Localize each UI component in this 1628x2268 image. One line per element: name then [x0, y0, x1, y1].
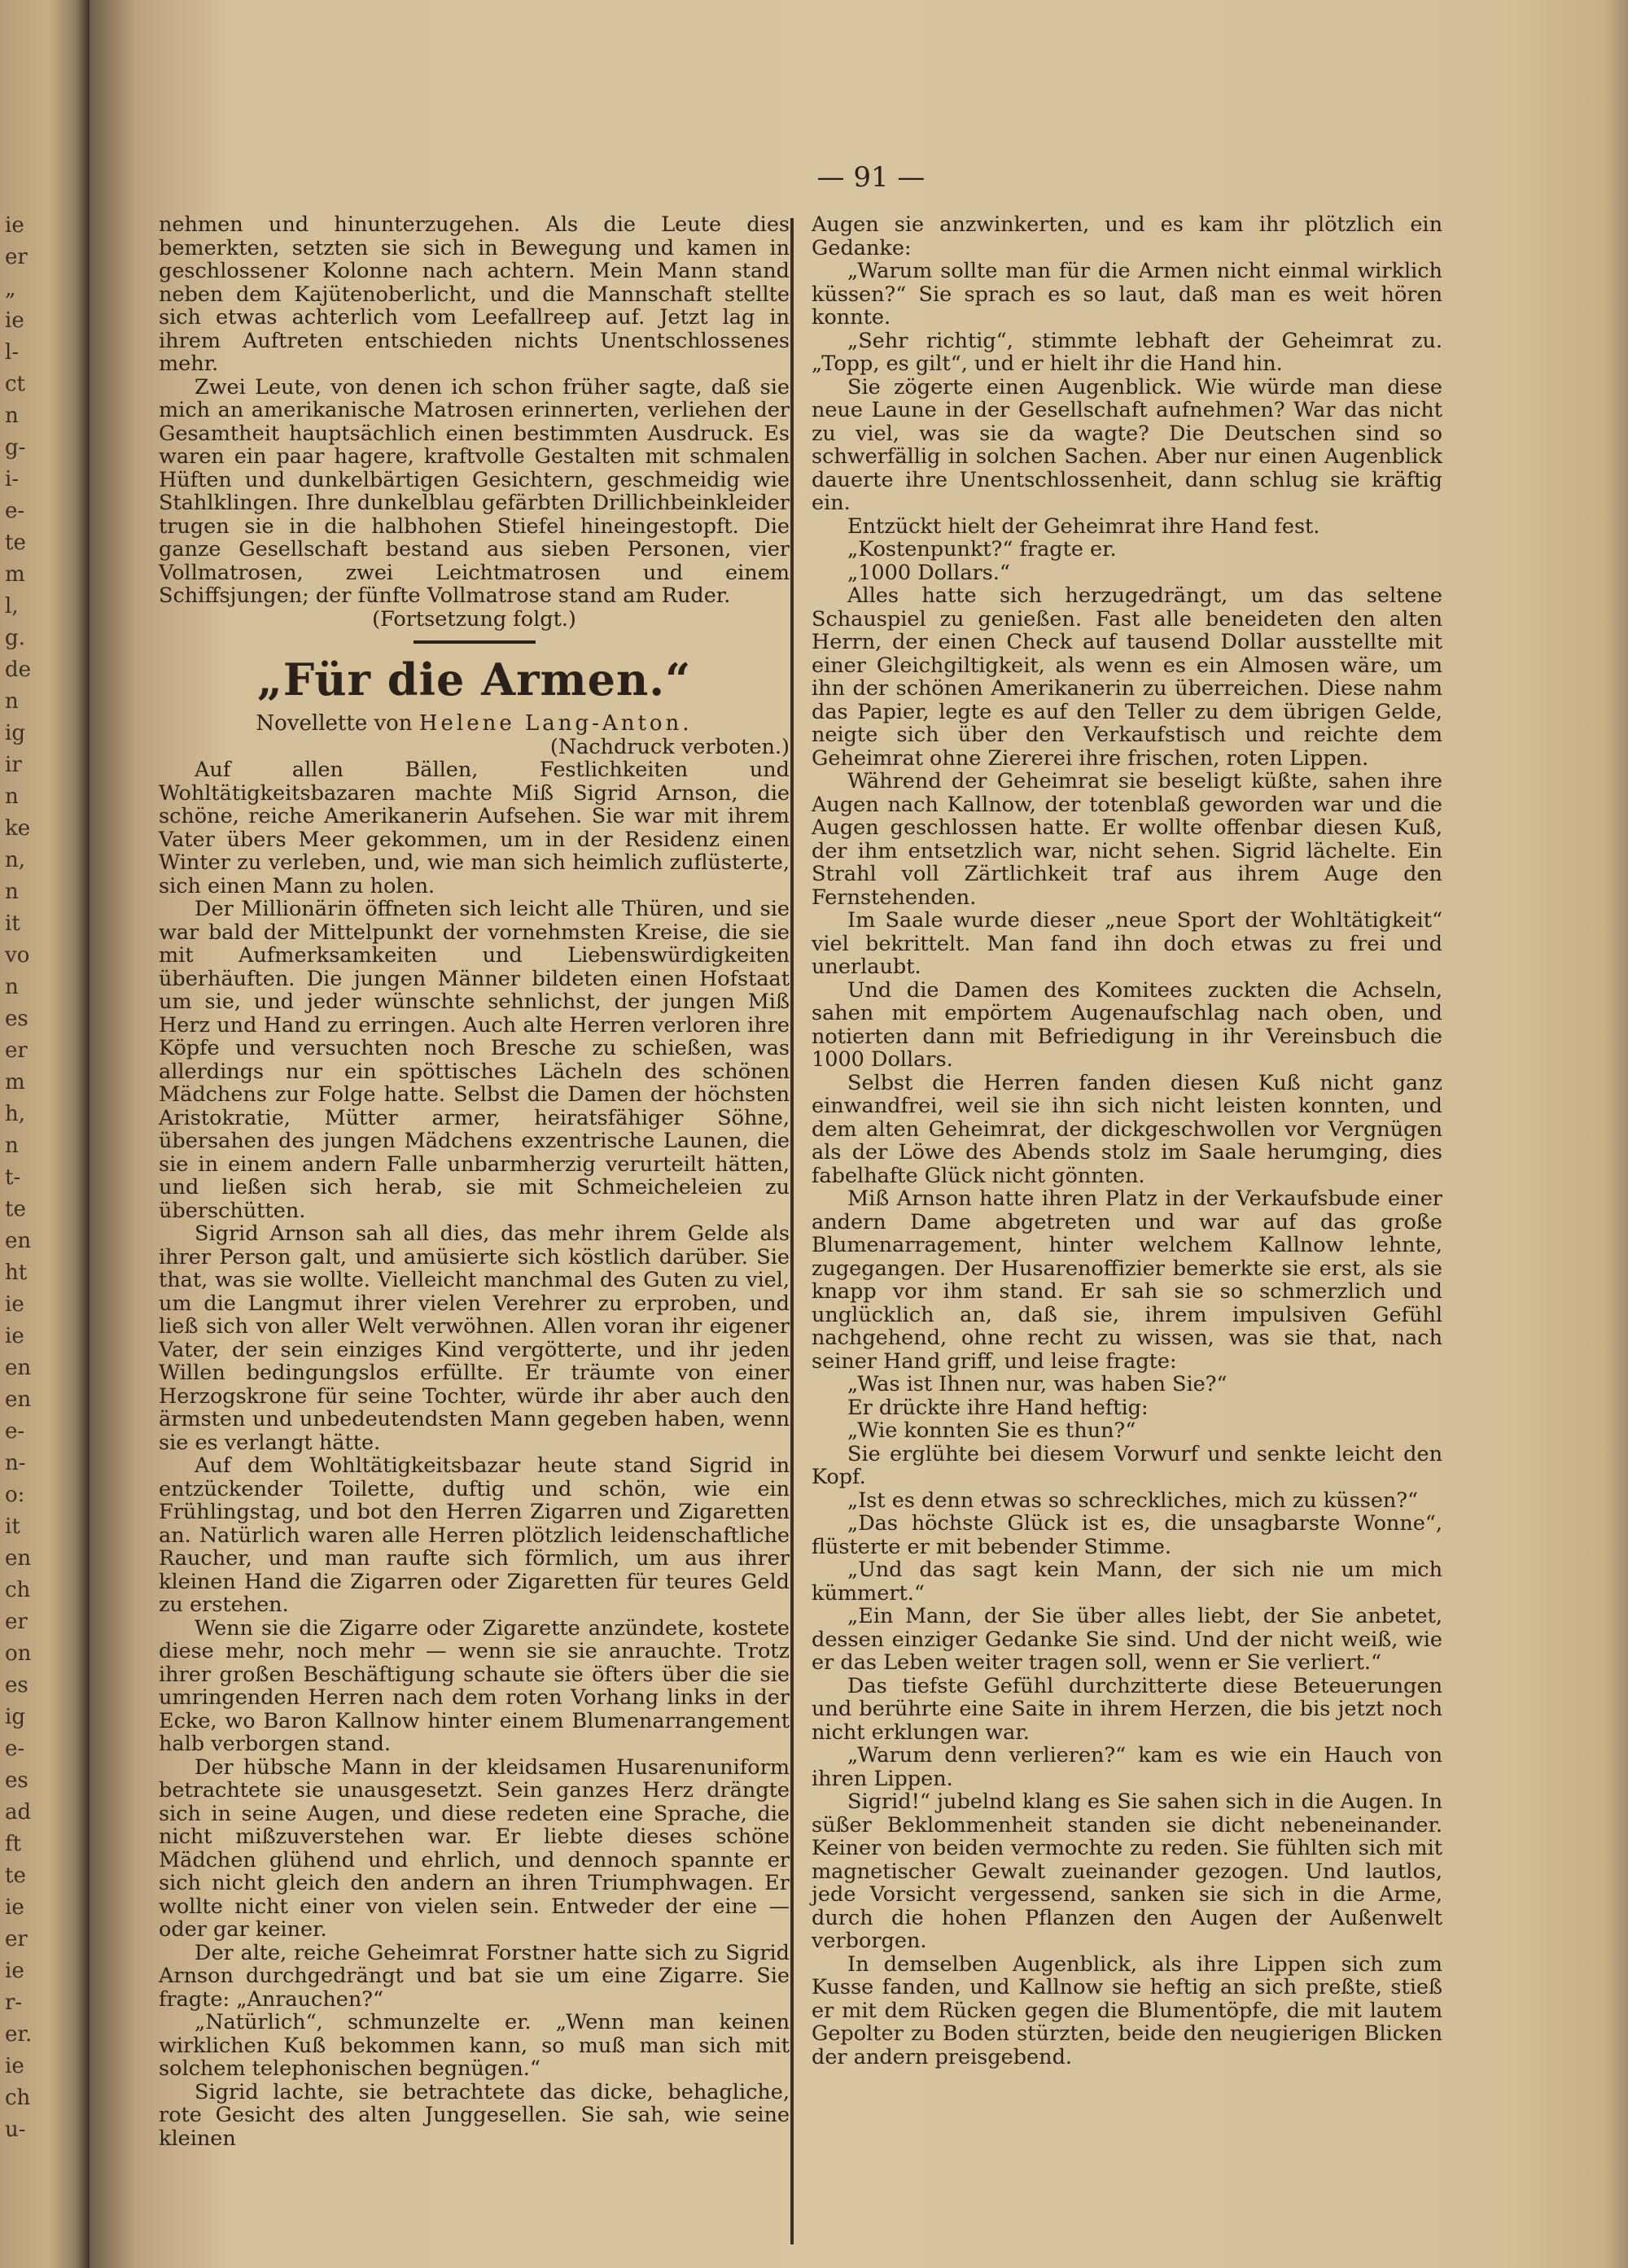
left-page-fragment: m: [5, 1070, 25, 1095]
left-page-fragment: n: [5, 975, 19, 999]
story-paragraph: Auf dem Wohltätigkeitsbazar heute stand Sigrid in entzückender Toilette, duftig und schön, wie ein Frühlingstag, und bot den Herren Zigarren und Zigaretten an. Natürlich waren alle Herren plötzlich leidenschaftliche Raucher, und man raufte sich förmlich, um aus ihrer kleinen Hand die Zigarren oder Zigaretten für teures Geld zu erstehen.: [159, 1453, 790, 1617]
story-paragraph: Augen sie anzwinkerten, und es kam ihr plötzlich ein Gedanke:: [812, 212, 1442, 260]
left-page-fragment: n: [5, 689, 19, 714]
left-page-fragment: es: [5, 1007, 28, 1031]
story-paragraph: Sigrid!“ jubelnd klang es Sie sahen sich in die Augen. In süßer Beklommenheit standen sie dicht nebeneinander. Keiner von beiden vermochte zu reden. Sie fühlten sich mit magnetischer Gewalt zueinander gezogen. Und lautlos, jede Vorsicht vergessend, sanken sie sich in die Arme, durch die hohen Pflanzen den Augen der Außenwelt verborgen.: [812, 1789, 1442, 1953]
left-page-fragment: n: [5, 1134, 19, 1158]
story-paragraph: Auf allen Bällen, Festlichkeiten und Wohltätigkeitsbazaren machte Miß Sigrid Arnson, die schöne, reiche Amerikanerin Aufsehen. Sie war mit ihrem Vater übers Meer gekommen, um in der Residenz einen Winter zu verleben, und, wie man sich heimlich zuflüsterte, sich einen Mann zu holen.: [159, 758, 790, 898]
left-page-fragment: u-: [5, 2117, 26, 2142]
left-page-fragment: h,: [5, 1102, 26, 1126]
serial-paragraph: nehmen und hinunterzugehen. Als die Leute dies bemerkten, setzten sie sich in Bewegung und kamen in geschlossener Kolonne nach achtern. Mein Mann stand neben dem Kajütenoberlicht, und die Mannschaft stellte sich etwas achterlich vom Leefallreep auf. Jetzt lag in ihrem Auftreten entschieden nichts Unentschlossenes mehr.: [159, 212, 790, 376]
story-paragraph: „Das höchste Glück ist es, die unsagbarste Wonne“, flüsterte er mit bebender Stimme.: [812, 1511, 1442, 1559]
left-page-fragment: e-: [5, 1737, 25, 1761]
story-title: „Für die Armen.“: [256, 653, 692, 706]
left-page-fragment: ch: [5, 2086, 31, 2110]
story-paragraph: Sigrid lachte, sie betrachtete das dicke, behagliche, rote Gesicht des alten Junggesellen. Sie sah, wie seine kleinen: [159, 2079, 790, 2151]
left-page-fragment: en: [5, 1229, 32, 1253]
left-page-fragment: vo: [5, 943, 30, 968]
left-page-fragment: en: [5, 1356, 32, 1380]
continued-note: (Fortsetzung folgt.): [372, 606, 576, 631]
serial-paragraph: Zwei Leute, von denen ich schon früher sagte, daß sie mich an amerikanische Matrosen erinnerten, verliehen der Gesamtheit hauptsächlich einen bestimmten Ausdruck. Es waren ein paar hagere, kraftvolle Gestalten mit schmalen Hüften und dunkelbärtigen Gesichtern, geschmeidig wie Stahlklingen. Ihre dunkelblau gefärbten Drillichbeinkleider trugen sie in die halbhohen Stiefel hineingestopft. Die ganze Gesellschaft bestand aus sieben Personen, vier Vollmatrosen, zwei Leichtmatrosen und einem Schiffsjungen; der fünfte Vollmatrose stand am Ruder.: [159, 374, 790, 608]
story-paragraph: Er drückte ihre Hand heftig:: [847, 1395, 1149, 1420]
left-page-fragment: te: [5, 1864, 26, 1888]
left-page-fragment: te: [5, 531, 26, 555]
left-page-fragment: en: [5, 1387, 32, 1412]
story-paragraph: „Natürlich“, schmunzelte er. „Wenn man keinen wirklichen Kuß bekommen kann, so muß man sich mit solchem telephonischen begnügen.“: [159, 2010, 790, 2081]
story-paragraph: „Warum sollte man für die Armen nicht einmal wirklich küssen?“ Sie sprach es so laut, daß man es weit hören konnte.: [812, 259, 1442, 330]
byline: [159, 712, 790, 736]
left-page-fragment: g-: [5, 435, 26, 460]
story-paragraph: „Sehr richtig“, stimmte lebhaft der Geheimrat zu. „Topp, es gilt“, und er hielt ihr die Hand hin.: [812, 328, 1442, 376]
novellette-body: [159, 758, 790, 2150]
left-page-fragment: ig: [5, 721, 25, 745]
left-page-fragment: ft: [5, 1832, 22, 1856]
left-page-fragment: ir: [5, 753, 22, 777]
story-paragraph: Der alte, reiche Geheimrat Forstner hatte sich zu Sigrid Arnson durchgedrängt und bat sie um eine Zigarre. Sie fragte: „Anrauchen?“: [159, 1940, 790, 2012]
story-paragraph: Während der Geheimrat sie beseligt küßte, sahen ihre Augen nach Kallnow, der totenblaß geworden war und die Augen geschlossen hatte. Er wollte offenbar diesen Kuß, der ihm entsetzlich war, nicht sehen. Sigrid lächelte. Ein Strahl voll Zärtlichkeit traf aus ihrem Auge den Fernstehenden.: [812, 769, 1442, 910]
story-paragraph: „Kostenpunkt?“ fragte er.: [847, 537, 1117, 562]
left-page-fragment: i-: [5, 467, 20, 492]
story-paragraph: Und die Damen des Komitees zuckten die Achseln, sahen mit empörtem Augenaufschlag nach oben, und notierten dann mit Befriedigung in ihr Vereinsbuch die 1000 Dollars.: [812, 977, 1442, 1072]
story-paragraph: „Und das sagt kein Mann, der sich nie um mich kümmert.“: [812, 1558, 1442, 1606]
left-page-fragment: l,: [5, 594, 19, 618]
left-page-fragment: ie: [5, 2054, 24, 2078]
byline-prefix: Novellette von: [256, 711, 413, 736]
story-paragraph: Wenn sie die Zigarre oder Zigarette anzündete, kostete diese mehr, noch mehr — wenn sie sie anrauchte. Trotz ihrer großen Beschäftigung schaute sie öfters über die sie umringenden Herren nach dem roten Vorhang links in der Ecke, wo Baron Kallnow hinter einem Blumenarrangement halb verborgen stand.: [159, 1615, 790, 1756]
left-page-fragment: r-: [5, 1991, 23, 2015]
left-page-fragment: t-: [5, 1165, 21, 1190]
reprint-note: (Nachdruck verboten.): [549, 734, 790, 759]
left-page-fragment: ie: [5, 1895, 24, 1920]
byline-author: Helene Lang-Anton.: [418, 711, 693, 736]
left-page-fragment: ie: [5, 1324, 24, 1348]
story-paragraph: Sie erglühte bei diesem Vorwurf und senkte leicht den Kopf.: [812, 1441, 1442, 1489]
left-page-fragment: er: [5, 1610, 28, 1634]
story-paragraph: Sigrid Arnson sah all dies, das mehr ihrem Gelde als ihrer Person galt, und amüsierte sich köstlich darüber. Sie that, was sie wollte. Vielleicht manchmal des Guten zu viel, um die Langmut ihrer vielen Verehrer zu erproben, und ließ sich von aller Welt verwöhnen. Allen voran ihr eigener Vater, der sein einziges Kind vergötterte, und ihr jeden Willen bedingungslos erfüllte. Er träumte von einer Herzogskrone für seine Tochter, würde ihr aber auch den ärmsten und unbedeutendsten Mann gegeben haben, wenn sie es verlangt hätte.: [159, 1221, 790, 1455]
story-paragraph: Miß Arnson hatte ihren Platz in der Verkaufsbude einer andern Dame abgetreten und war auf das große Blumenarragement, hinter welchem Kallnow lehnte, zugegangen. Der Husarenoffizier bemerkte sie erst, als sie knapp vor ihm stand. Er sah sie so schmerzlich und unglücklich an, daß sie, ihrem impulsiven Gefühl nachgehend, ohne recht zu wissen, was sie that, nach seiner Hand griff, und leise fragte:: [812, 1186, 1442, 1374]
left-page-fragment: e-: [5, 499, 25, 523]
left-page-fragment: n,: [5, 848, 26, 872]
newspaper-page: [90, 0, 1628, 2268]
left-page-fragment: m: [5, 562, 25, 587]
left-page-fragment: ct: [5, 372, 26, 396]
story-paragraph: „1000 Dollars.“: [847, 560, 1010, 585]
left-page-fragment: er: [5, 1038, 28, 1063]
left-page-fragment: en: [5, 1546, 32, 1571]
left-page-fragment: n: [5, 404, 19, 428]
left-page-fragment: ie: [5, 308, 24, 333]
story-paragraph: Der hübsche Mann in der kleidsamen Husarenuniform betrachtete sie unausgesetzt. Sein ganzes Herz drängte sich in seine Augen, und diese redeten eine Sprache, die nicht mißzuverstehen war. Er liebte dieses schöne Mädchen glühend und ehrlich, und dennoch spannte er sich nicht gleich den andern an ihren Triumphwagen. Er wollte nicht einer von vielen sein. Entweder der eine — oder gar keiner.: [159, 1755, 790, 1942]
page-number: — 91 —: [816, 161, 926, 194]
left-page-fragment: n: [5, 784, 19, 809]
left-page-fragment: it: [5, 911, 20, 936]
left-page-fragment: e-: [5, 1419, 25, 1444]
story-paragraph: Alles hatte sich herzugedrängt, um das seltene Schauspiel zu genießen. Fast alle beneideten den alten Herrn, der einen Check auf tausend Dollar ausstellte mit einer Gleichgiltigkeit, als wenn es ein Almosen wäre, um ihn der schönen Amerikanerin zu überreichen. Diese nahm das Papier, legte es auf den Teller zu dem übrigen Gelde, neigte sich über den Verkaufstisch und reichte dem Geheimrat ohne Ziererei ihre frischen, roten Lippen.: [812, 583, 1442, 771]
left-page-fragment: l-: [5, 340, 20, 365]
story-paragraph: Entzückt hielt der Geheimrat ihre Hand fest.: [847, 513, 1320, 539]
left-page-fragment: ch: [5, 1578, 31, 1602]
left-page-fragment: n: [5, 880, 19, 904]
left-page-fragment: ie: [5, 213, 24, 238]
story-paragraph: Das tiefste Gefühl durchzitterte diese Beteuerungen und berührte eine Saite in ihrem Herzen, die bis jetzt noch nicht erklungen war.: [812, 1673, 1442, 1745]
story-paragraph: Selbst die Herren fanden diesen Kuß nicht ganz einwandfrei, weil sie ihn sich nicht leisten konnten, und dem alten Geheimrat, der dickgeschwollen vor Vergnügen als der Löwe des Abends stolz im Saale herumging, dies fabelhafte Glück nicht gönnten.: [812, 1070, 1442, 1188]
story-paragraph: In demselben Augenblick, als ihre Lippen sich zum Kusse fanden, und Kallnow sie heftig an sich preßte, stieß er mit dem Rücken gegen die Blumentöpfe, die mit lautem Gepolter zu Boden stürzten, beide den neugierigen Blicken der andern preisgebend.: [812, 1951, 1442, 2069]
column-rule: [790, 218, 794, 2244]
left-page-fragment: ie: [5, 1959, 24, 1983]
right-column: [812, 213, 1442, 2069]
left-page-fragment: ig: [5, 1705, 25, 1729]
left-page-edge: [0, 0, 90, 2268]
left-page-fragment: es: [5, 1673, 28, 1698]
left-page-fragment: er: [5, 1927, 28, 1951]
left-column: [159, 213, 790, 2150]
story-paragraph: Der Millionärin öffneten sich leicht alle Thüren, und sie war bald der Mittelpunkt der vornehmsten Kreise, die sie mit Aufmerksamkeiten und Liebenswürdigkeiten überhäuften. Die jungen Männer bildeten einen Hofstaat um sie, und jeder wünschte sehnlichst, der jungen Miß Herz und Hand zu erringen. Auch alte Herren verloren ihre Köpfe und versuchten noch Bresche zu schießen, was allerdings nur ein spöttisches Lächeln des schönen Mädchens zur Folge hatte. Selbst die Damen der höchsten Aristokratie, Mütter armer, heiratsfähiger Söhne, übersahen des jungen Mädchens exzentrische Launen, die sie in einem andern Falle unbarmherzig verurteilt hätten, und ließen sich herab, sie mit Schmeicheleien zu überschütten.: [159, 897, 790, 1223]
left-page-fragment: er: [5, 245, 28, 269]
left-page-fragment: de: [5, 658, 32, 682]
left-page-fragment: ke: [5, 816, 31, 841]
left-page-fragment: g.: [5, 626, 25, 650]
title-rule: [414, 640, 536, 644]
left-page-fragment: ad: [5, 1800, 32, 1824]
left-page-fragment: ht: [5, 1261, 28, 1285]
story-paragraph: „Ist es denn etwas so schreckliches, mich zu küssen?“: [847, 1488, 1419, 1513]
left-page-fragment: ie: [5, 1292, 24, 1317]
left-page-fragment: n-: [5, 1451, 26, 1475]
left-page-fragment: er.: [5, 2022, 33, 2047]
story-paragraph: „Was ist Ihnen nur, was haben Sie?“: [847, 1372, 1228, 1396]
story-paragraph: „Wie konnten Sie es thun?“: [847, 1418, 1136, 1443]
story-paragraph: Im Saale wurde dieser „neue Sport der Wohltätigkeit“ viel bekrittelt. Man fand ihn doch etwas zu frei und unerlaubt.: [812, 908, 1442, 979]
story-paragraph: „Ein Mann, der Sie über alles liebt, der Sie anbetet, dessen einziger Gedanke Sie sind. Und der nicht weiß, wie er das Leben weiter tragen soll, wenn er Sie verliert.“: [812, 1604, 1442, 1675]
left-page-fragment: on: [5, 1641, 32, 1666]
serial-story-end: [159, 213, 790, 608]
left-page-fragment: „: [5, 277, 16, 301]
left-page-fragment: te: [5, 1197, 26, 1221]
story-paragraph: „Warum denn verlieren?“ kam es wie ein Hauch von ihren Lippen.: [812, 1743, 1442, 1791]
page-shadow: [1604, 0, 1628, 2268]
left-page-fragment: o:: [5, 1483, 25, 1507]
story-paragraph: Sie zögerte einen Augenblick. Wie würde man diese neue Laune in der Gesellschaft aufnehmen? War das nicht zu viel, was sie da wagte? Die Deutschen sind so schwerfällig in solchen Sachen. Aber nur einen Augenblick dauerte ihre Unentschlossenheit, dann schlug sie kräftig ein.: [812, 374, 1442, 515]
left-page-fragment: it: [5, 1514, 20, 1539]
left-page-fragment: es: [5, 1768, 28, 1793]
